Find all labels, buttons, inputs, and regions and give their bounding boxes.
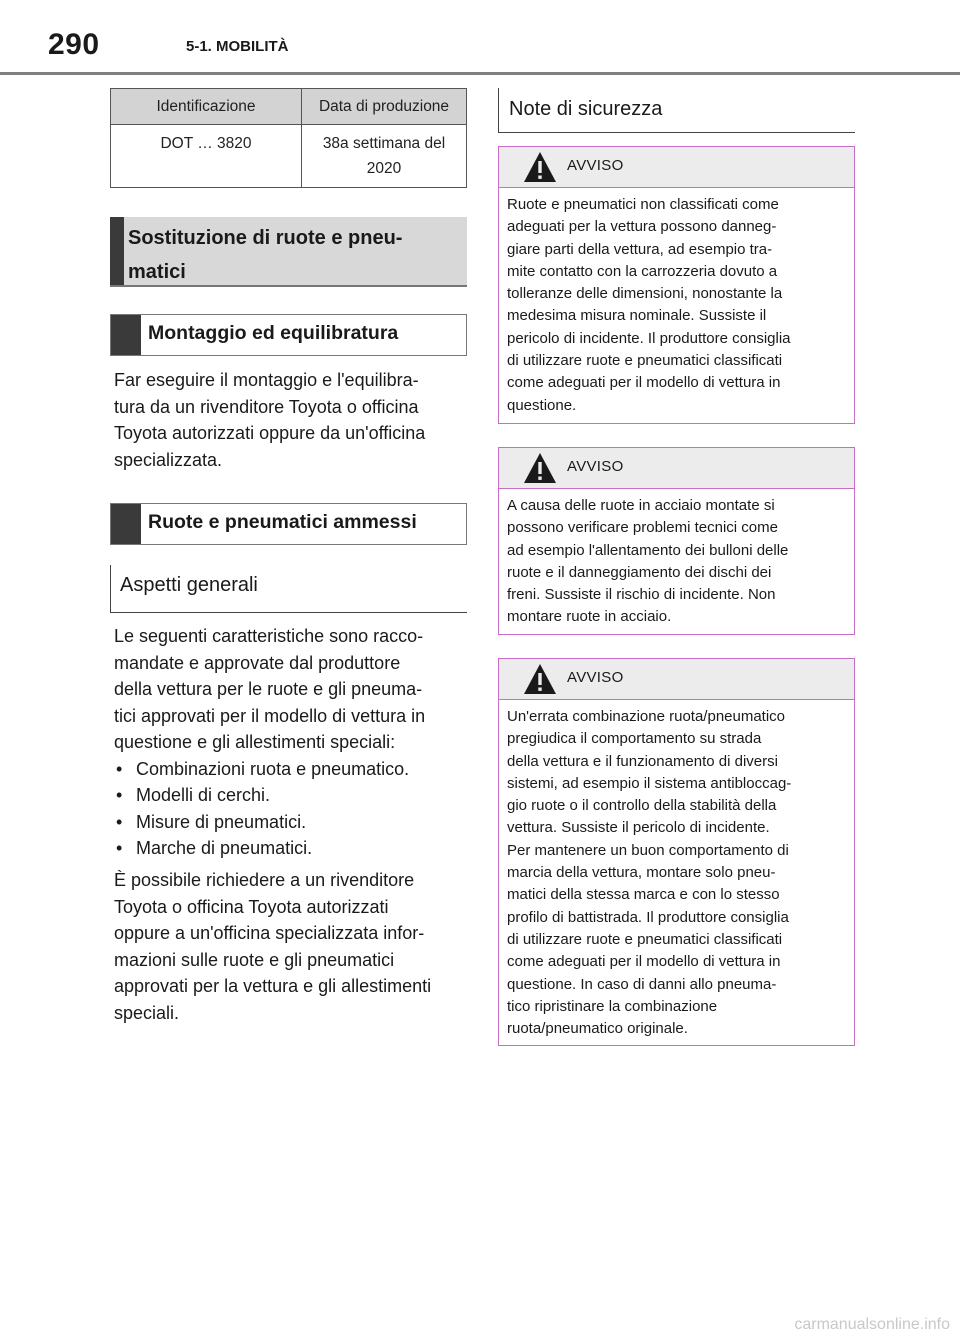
warning-label: AVVISO [567, 669, 624, 686]
text-line: mandate e approvate dal produttore [114, 652, 401, 673]
text-line: come adeguati per il modello di vettura in [507, 374, 781, 392]
warning-body [499, 188, 854, 425]
heading-bar [110, 217, 124, 285]
watermark: carmanualsonline.info [794, 1316, 950, 1333]
text-line: profilo di battistrada. Il produttore consiglia [507, 908, 789, 926]
paragraph-info [114, 867, 470, 1026]
date-line-1: 38a settimana del [322, 135, 446, 152]
heading-bar [111, 315, 141, 355]
warning-body [499, 700, 854, 1048]
text-line: come adeguati per il modello di vettura in [507, 953, 781, 971]
warning-label: AVVISO [567, 157, 624, 174]
warning-box-2 [498, 447, 855, 635]
text-line: tura da un rivenditore Toyota o officina [114, 396, 419, 417]
list-item: • Combinazioni ruota e pneumatico. [114, 756, 470, 783]
text-line: vettura. Sussiste il pericolo di incidente. [507, 819, 770, 837]
text-line: Ruote e pneumatici non classificati come [507, 196, 779, 213]
text-line: specializzata. [114, 449, 223, 470]
text-line: tico ripristinare la combinazione [507, 997, 718, 1015]
date-line-2: 2020 [366, 160, 402, 177]
list-item: • Modelli di cerchi. [114, 782, 470, 809]
page-number: 290 [48, 28, 100, 61]
warning-label: AVVISO [567, 458, 624, 475]
text-line: montare ruote in acciaio. [507, 608, 672, 626]
text-line: ruota/pneumatico originale. [507, 1020, 688, 1038]
warning-header [499, 147, 854, 188]
warning-triangle-icon [523, 451, 557, 485]
text-line: mazioni sulle ruote e gli pneumatici [114, 949, 395, 970]
text-line: di utilizzare ruote e pneumatici classificati [507, 930, 783, 948]
warning-box-3 [498, 658, 855, 1046]
text-line: questione e gli allestimenti speciali: [114, 732, 396, 752]
text-line: giare parti della vettura, ad esempio tra- [507, 240, 773, 258]
heading-line-2: matici [128, 261, 186, 283]
production-date-table [110, 88, 467, 188]
text-line: marcia della vettura, montare solo pneu- [507, 864, 776, 882]
text-line: freni. Sussiste il rischio di incidente. Non [507, 586, 776, 604]
text-line: questione. [507, 396, 577, 414]
heading-allowed-wheels [110, 503, 467, 545]
list-item: • Marche di pneumatici. [114, 835, 470, 862]
text-line: di utilizzare ruote e pneumatici classificati [507, 352, 783, 370]
text-line: mite contatto con la carrozzeria dovuto a [507, 262, 778, 280]
text-line: Toyota o officina Toyota autorizzati [114, 896, 389, 917]
bullet-list [114, 756, 470, 862]
dot-code: DOT … 3820 [160, 135, 252, 152]
text-line: della vettura e il funzionamento di diversi [507, 752, 778, 770]
list-item: • Misure di pneumatici. [114, 809, 470, 836]
text-line: adeguati per la vettura possono danneg- [507, 218, 777, 236]
warning-box-1 [498, 146, 855, 424]
warning-triangle-icon [523, 150, 557, 184]
warning-header [499, 659, 854, 700]
subheading-text: Aspetti generali [120, 574, 258, 596]
text-line: pregiudica il comportamento su strada [507, 730, 762, 748]
section-title: 5-1. MOBILITÀ [186, 38, 289, 55]
warning-triangle-icon [523, 662, 557, 696]
heading-wheel-tyre-replacement [110, 217, 467, 287]
heading-text [128, 217, 467, 293]
paragraph-general [114, 623, 470, 862]
text-line: Far eseguire il montaggio e l'equilibra- [114, 370, 419, 390]
text-line: questione. In caso di danni allo pneuma- [507, 975, 777, 993]
table-header-production-date: Data di produzione [302, 89, 467, 125]
text-line: ad esempio l'allentamento dei bulloni delle [507, 541, 789, 559]
subheading-general-aspects [110, 565, 467, 613]
heading-bar [111, 504, 141, 544]
text-line: matici della stessa marca e con lo stesso [507, 886, 780, 904]
paragraph-mounting [114, 367, 470, 473]
text-line: Le seguenti caratteristiche sono racco- [114, 626, 424, 646]
text-line: ruote e il danneggiamento dei dischi dei [507, 563, 772, 581]
text-line: È possibile richiedere a un rivenditore [114, 870, 415, 890]
heading-mounting-balancing [110, 314, 467, 356]
heading-text: Ruote e pneumatici ammessi [148, 511, 417, 533]
text-line: Per mantenere un buon comportamento di [507, 841, 789, 859]
heading-line-1: Sostituzione di ruote e pneu- [128, 227, 403, 249]
text-line: possono verificare problemi tecnici come [507, 519, 778, 537]
header-divider [0, 72, 960, 75]
production-table-wrap [110, 88, 467, 188]
text-line: Un'errata combinazione ruota/pneumatico [507, 708, 786, 725]
text-line: gio ruote o il controllo della stabilità della [507, 797, 777, 815]
text-line: Toyota autorizzati oppure da un'officina [114, 423, 426, 443]
text-line: pericolo di incidente. Il produttore consiglia [507, 329, 791, 347]
table-cell-date [302, 125, 467, 188]
table-cell-id [111, 125, 302, 188]
text-line: sistemi, ad esempio il sistema antibloccag- [507, 774, 792, 792]
warning-body [499, 489, 854, 637]
table-row [111, 125, 467, 188]
text-line: tici approvati per il modello di vettura in [114, 705, 426, 726]
heading-text: Montaggio ed equilibratura [148, 322, 399, 344]
heading-safety-notes [498, 88, 855, 133]
text-line: della vettura per le ruote e gli pneuma- [114, 679, 423, 699]
warning-header [499, 448, 854, 489]
text-line: oppure a un'officina specializzata infor- [114, 923, 425, 943]
text-line: tolleranze delle dimensioni, nonostante la [507, 285, 783, 303]
text-line: medesima misura nominale. Sussiste il [507, 307, 767, 325]
text-line: approvati per la vettura e gli allestimenti [114, 976, 432, 996]
text-line: A causa delle ruote in acciaio montate si [507, 497, 775, 514]
heading-text: Note di sicurezza [509, 98, 663, 120]
table-header-identification: Identificazione [111, 89, 302, 125]
text-line: speciali. [114, 1002, 180, 1023]
